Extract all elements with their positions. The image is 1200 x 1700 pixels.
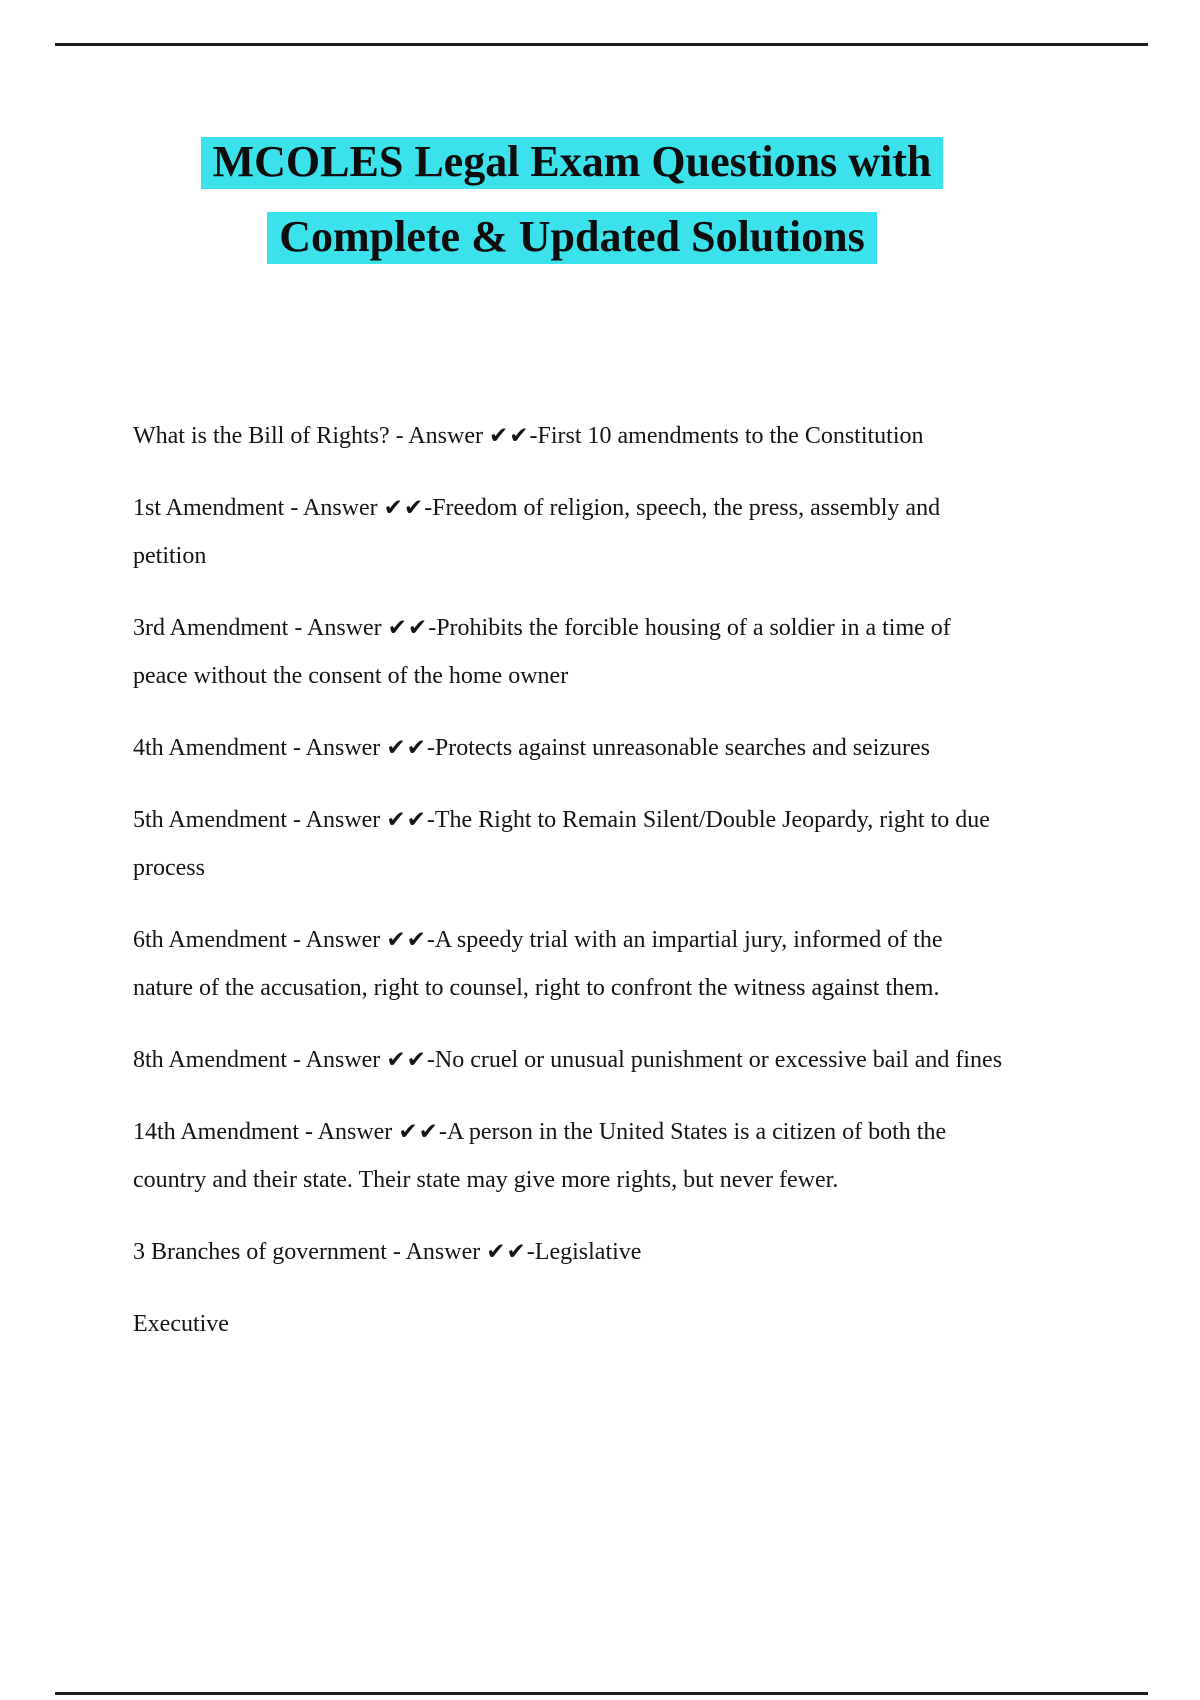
question-text: 14th Amendment	[133, 1119, 299, 1145]
answer-label: - Answer	[386, 1239, 487, 1265]
double-checkmark-icon: ✔✔	[386, 1047, 427, 1073]
answer-label: - Answer	[286, 735, 387, 761]
question-text: 8th Amendment	[133, 1047, 287, 1073]
answer-continuation-line	[133, 1300, 1003, 1348]
double-checkmark-icon: ✔✔	[486, 1239, 527, 1265]
answer-text: Executive	[133, 1311, 229, 1337]
double-checkmark-icon: ✔✔	[488, 423, 530, 449]
answer-text: A person in the United States is a citizen of both the country and their state. Their state may give more rights, but never fewer.	[133, 1119, 947, 1193]
question-text: 6th Amendment	[133, 927, 287, 953]
qa-paragraph	[133, 916, 1003, 1012]
qa-paragraph	[133, 604, 1003, 700]
qa-paragraph	[133, 484, 1003, 580]
qa-paragraph	[133, 1228, 1003, 1276]
answer-dash: -	[526, 1239, 535, 1265]
qa-body	[133, 412, 1003, 1348]
question-text: 1st Amendment	[133, 495, 285, 521]
answer-text: The Right to Remain Silent/Double Jeopardy, right to due process	[133, 807, 990, 881]
answer-label: - Answer	[389, 423, 489, 449]
qa-paragraph	[133, 796, 1003, 892]
title-highlight-line1: MCOLES Legal Exam Questions with	[201, 137, 944, 189]
answer-dash: -	[426, 1047, 435, 1073]
answer-dash: -	[424, 495, 433, 521]
question-text: What is the Bill of Rights?	[133, 423, 390, 449]
answer-label: - Answer	[286, 1047, 387, 1073]
answer-text: Freedom of religion, speech, the press, assembly and petition	[133, 495, 941, 569]
answer-dash: -	[529, 423, 538, 449]
answer-text: First 10 amendments to the Constitution	[537, 423, 924, 449]
question-text: 3 Branches of government	[133, 1239, 387, 1265]
answer-label: - Answer	[284, 495, 384, 521]
answer-text: No cruel or unusual punishment or excessive bail and fines	[434, 1047, 1003, 1073]
answer-dash: -	[426, 927, 435, 953]
double-checkmark-icon: ✔✔	[386, 735, 427, 761]
qa-paragraph	[133, 1036, 1003, 1084]
title-highlight-line2: Complete & Updated Solutions	[267, 212, 877, 264]
double-checkmark-icon: ✔✔	[386, 927, 427, 953]
title-line-1	[0, 137, 1144, 189]
qa-paragraph	[133, 1108, 1003, 1204]
answer-text: Protects against unreasonable searches and seizures	[434, 735, 930, 761]
double-checkmark-icon: ✔✔	[386, 807, 427, 833]
double-checkmark-icon: ✔✔	[398, 1119, 439, 1145]
answer-dash: -	[428, 615, 437, 641]
title-line-2	[0, 212, 1144, 264]
answer-label: - Answer	[298, 1119, 399, 1145]
answer-dash: -	[426, 735, 435, 761]
question-text: 5th Amendment	[133, 807, 287, 833]
answer-dash: -	[438, 1119, 447, 1145]
answer-text: Prohibits the forcible housing of a soldier in a time of peace without the consent of the home owner	[133, 615, 951, 689]
top-horizontal-rule	[55, 43, 1148, 46]
answer-label: - Answer	[288, 615, 388, 641]
question-text: 3rd Amendment	[133, 615, 289, 641]
answer-label: - Answer	[286, 927, 387, 953]
qa-paragraph	[133, 412, 1003, 460]
answer-label: - Answer	[286, 807, 387, 833]
question-text: 4th Amendment	[133, 735, 287, 761]
answer-dash: -	[426, 807, 435, 833]
qa-paragraph	[133, 724, 1003, 772]
answer-text: A speedy trial with an impartial jury, informed of the nature of the accusation, right to counsel, right to confront the witness against them.	[133, 927, 943, 1001]
bottom-horizontal-rule	[55, 1692, 1148, 1695]
double-checkmark-icon: ✔✔	[383, 495, 425, 521]
answer-text: Legislative	[534, 1239, 642, 1265]
document-title	[0, 0, 1200, 264]
double-checkmark-icon: ✔✔	[387, 615, 429, 641]
